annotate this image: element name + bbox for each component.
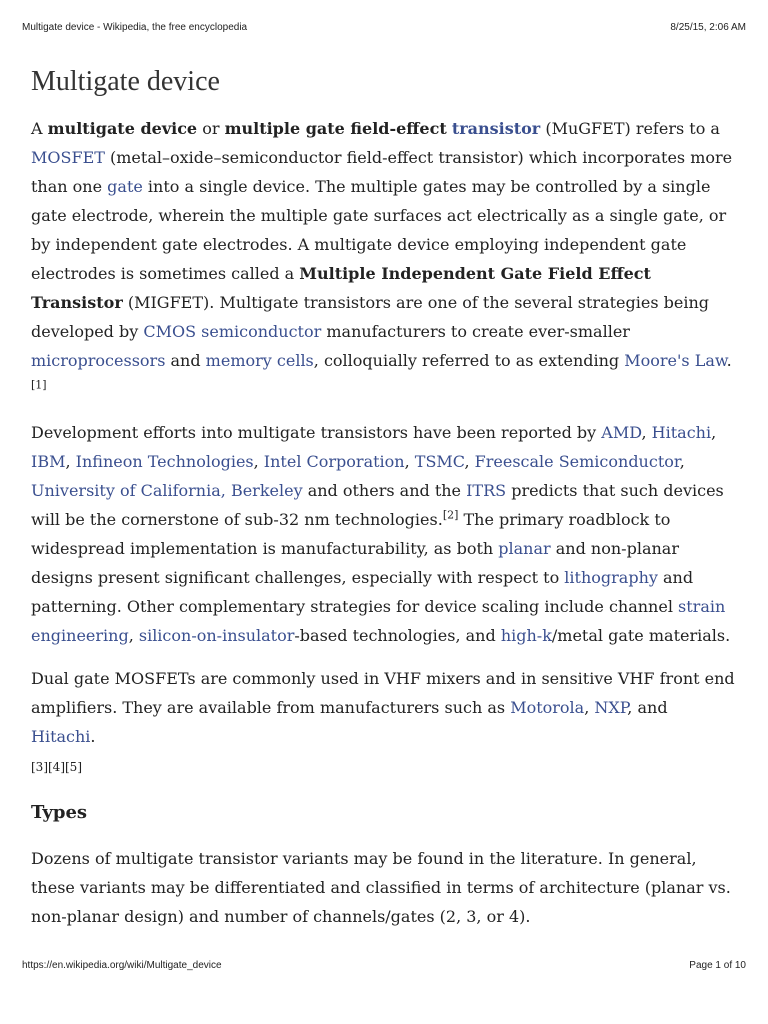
- text: into a single device. The multiple gates may be controlled by a single gate electrode, wherein the multiple gate surfaces act electrically as a single gate, or by independent gate electrodes. A multigate device employing independent gate electrodes is sometimes called a: [31, 177, 727, 283]
- text: .: [90, 727, 96, 746]
- print-footer: [0, 960, 768, 971]
- link-itrs[interactable]: ITRS: [466, 481, 507, 500]
- link-motorola[interactable]: Motorola: [510, 698, 585, 717]
- article-content: [31, 64, 737, 945]
- text: Dual gate MOSFETs are commonly used in VHF mixers and in sensitive VHF front end amplifiers. They are available from manufacturers such as: [31, 669, 735, 717]
- print-header: [0, 22, 768, 33]
- text: (MuGFET) refers to a: [540, 119, 720, 138]
- text: , and: [627, 698, 668, 717]
- section-heading-types: Types: [31, 802, 88, 823]
- citation-ref[interactable]: [1]: [31, 378, 47, 392]
- link-nxp[interactable]: NXP: [594, 698, 628, 717]
- text: and non-planar designs present significant challenges, especially with respect to: [31, 539, 679, 587]
- article-title: Multigate device: [31, 66, 220, 97]
- text: The primary roadblock to widespread implementation is manufacturability, as both: [31, 510, 671, 558]
- bold-term: multiple gate field-effect: [224, 119, 447, 138]
- text: and others and the: [302, 481, 467, 500]
- text: Development efforts into multigate transistors have been reported by: [31, 423, 602, 442]
- link-high-k[interactable]: high-k: [500, 626, 552, 645]
- text: (MIGFET). Multigate transistors are one of the several strategies being developed by: [31, 293, 709, 341]
- print-datetime: 8/25/15, 2:06 AM: [670, 22, 746, 33]
- text: /metal gate materials.: [551, 626, 731, 645]
- paragraph-intro: [31, 114, 737, 404]
- link-strain-engineering[interactable]: strain engineering: [31, 597, 726, 645]
- link-mosfet[interactable]: MOSFET: [31, 148, 105, 167]
- text: A: [31, 119, 48, 138]
- page-title-header: Multigate device - Wikipedia, the free encyclopedia: [22, 22, 248, 33]
- text: manufacturers to create ever-smaller: [321, 322, 630, 341]
- link-freescale[interactable]: Freescale Semiconductor: [474, 452, 680, 471]
- text: predicts that such devices will be the cornerstone of sub-32 nm technologies.: [31, 481, 724, 529]
- paragraph-development: Development efforts into multigate transistors have been reported by AMD, Hitachi, IBM, Infineon Technologies, Intel Corporation, TSMC, Freescale Semiconductor, University of California, Berkeley and others and the ITRS predicts that such devices will be the cornerstone of sub-32 nm technologies.[2] The primary roadblock to widespread implementation is manufacturability, as both planar and non-planar designs present significant challenges, especially with respect to lithography and patterning. Other complementary strategies for device scaling include channel strain engineering, silicon-on-insulator-based technologies, and high-k/metal gate materials.: [31, 423, 731, 645]
- link-uc-berkeley[interactable]: University of California, Berkeley: [31, 481, 303, 500]
- link-silicon-on-insulator[interactable]: silicon-on-insulator: [138, 626, 295, 645]
- link-infineon[interactable]: Infineon Technologies: [75, 452, 254, 471]
- paragraph-types: Dozens of multigate transistor variants may be found in the literature. In general, these variants may be differentiated and classified in terms of architecture (planar vs. non-planar design) and number of channels/gates (2, 3, or 4).: [31, 849, 731, 926]
- text: -based technologies, and: [294, 626, 501, 645]
- link-moores-law[interactable]: Moore's Law: [624, 351, 727, 370]
- link-ibm[interactable]: IBM: [31, 452, 66, 471]
- link-cmos[interactable]: CMOS: [143, 322, 197, 341]
- text: .: [726, 351, 732, 370]
- link-hitachi[interactable]: Hitachi: [31, 727, 91, 746]
- paragraph-dual-gate: Dual gate MOSFETs are commonly used in VHF mixers and in sensitive VHF front end amplifiers. They are available from manufacturers such as Motorola, NXP, and Hitachi. [3][4][5]: [31, 669, 735, 774]
- bold-term: multigate device: [47, 119, 198, 138]
- link-microprocessors[interactable]: microprocessors: [31, 351, 166, 370]
- text: (metal–oxide–semiconductor field-effect transistor) which incorporates more than one: [31, 148, 733, 196]
- page-url: https://en.wikipedia.org/wiki/Multigate_device: [22, 960, 222, 971]
- link-planar[interactable]: planar: [498, 539, 551, 558]
- text: and patterning. Other complementary strategies for device scaling include channel: [31, 568, 694, 616]
- link-semiconductor[interactable]: semiconductor: [201, 322, 322, 341]
- text: , colloquially referred to as extending: [313, 351, 625, 370]
- citation-ref[interactable]: [2]: [442, 508, 459, 522]
- link-hitachi[interactable]: Hitachi: [651, 423, 712, 442]
- link-lithography[interactable]: lithography: [564, 568, 658, 587]
- link-amd[interactable]: AMD: [601, 423, 642, 442]
- text: or: [197, 119, 225, 138]
- link-gate[interactable]: gate: [107, 177, 143, 196]
- link-tsmc[interactable]: TSMC: [414, 452, 465, 471]
- citation-refs[interactable]: [3][4][5]: [31, 760, 82, 774]
- link-transistor[interactable]: transistor: [451, 119, 541, 138]
- page-number: Page 1 of 10: [689, 960, 746, 971]
- bold-term: Multiple Independent Gate Field Effect Transistor: [31, 264, 651, 312]
- link-memory-cells[interactable]: memory cells: [205, 351, 314, 370]
- link-intel[interactable]: Intel Corporation: [263, 452, 405, 471]
- text: and: [165, 351, 206, 370]
